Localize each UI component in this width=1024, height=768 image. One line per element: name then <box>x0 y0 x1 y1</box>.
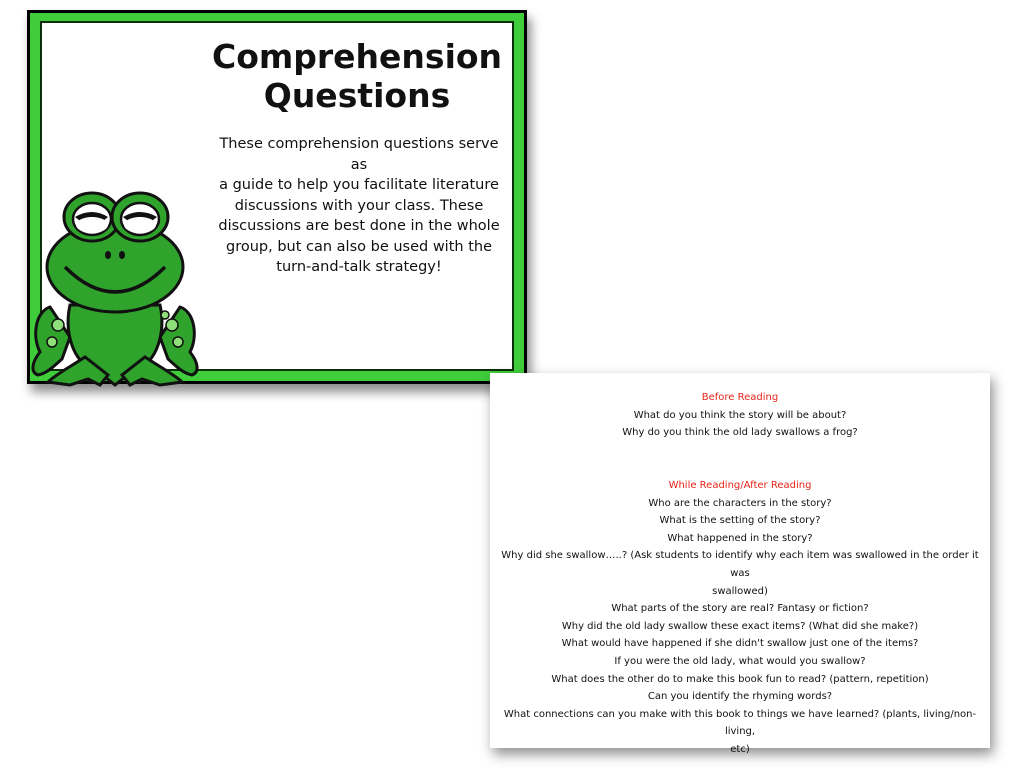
intro-line: turn-and-talk strategy! <box>276 259 442 275</box>
question-line: If you were the old lady, what would you swallow? <box>614 655 866 667</box>
intro-line: discussions are best done in the whole <box>218 218 500 234</box>
question-line: Who are the characters in the story? <box>648 497 832 509</box>
intro-line: discussions with your class. These <box>234 197 484 214</box>
title-card <box>27 10 527 384</box>
question-line: Why do you think the old lady swallows a frog? <box>622 427 858 439</box>
question-line: Can you identify the rhyming words? <box>647 691 833 703</box>
question-line: What do you think the story will be about? <box>633 409 847 421</box>
before-reading-heading: Before Reading <box>701 392 779 403</box>
question-line: etc) <box>730 743 750 755</box>
question-line: What does the other do to make this book fun to read? (pattern, repetition) <box>551 673 929 685</box>
before-reading-section <box>490 389 990 442</box>
question-line: What parts of the story are real? Fantasy or fiction? <box>611 603 869 615</box>
intro-text <box>210 134 508 278</box>
page-title <box>212 37 502 115</box>
title-line-1: Comprehension <box>212 37 503 76</box>
title-card-inner <box>40 21 514 371</box>
green-frame <box>30 13 524 381</box>
intro-line: These comprehension questions serve as <box>219 136 499 173</box>
question-line: Why did the old lady swallow these exact items? (What did she make?) <box>561 620 919 632</box>
questions-card <box>490 373 990 755</box>
title-line-2: Questions <box>263 76 451 115</box>
frog-icon <box>30 187 200 392</box>
question-line: swallowed) <box>712 585 768 597</box>
question-line: What would have happened if she didn't swallow just one of the items? <box>561 638 919 650</box>
while-reading-section <box>490 477 990 759</box>
question-line: What connections can you make with this book to things we have learned? (plants, living/non-living, <box>503 708 977 738</box>
question-line: Why did she swallow…..? (Ask students to identify why each item was swallowed in the order it was <box>501 550 979 579</box>
intro-line: group, but can also be used with the <box>225 238 492 255</box>
question-line: What is the setting of the story? <box>659 515 821 527</box>
question-line: What happened in the story? <box>667 532 813 544</box>
intro-line: a guide to help you facilitate literature <box>219 177 499 193</box>
while-reading-heading: While Reading/After Reading <box>668 480 812 491</box>
